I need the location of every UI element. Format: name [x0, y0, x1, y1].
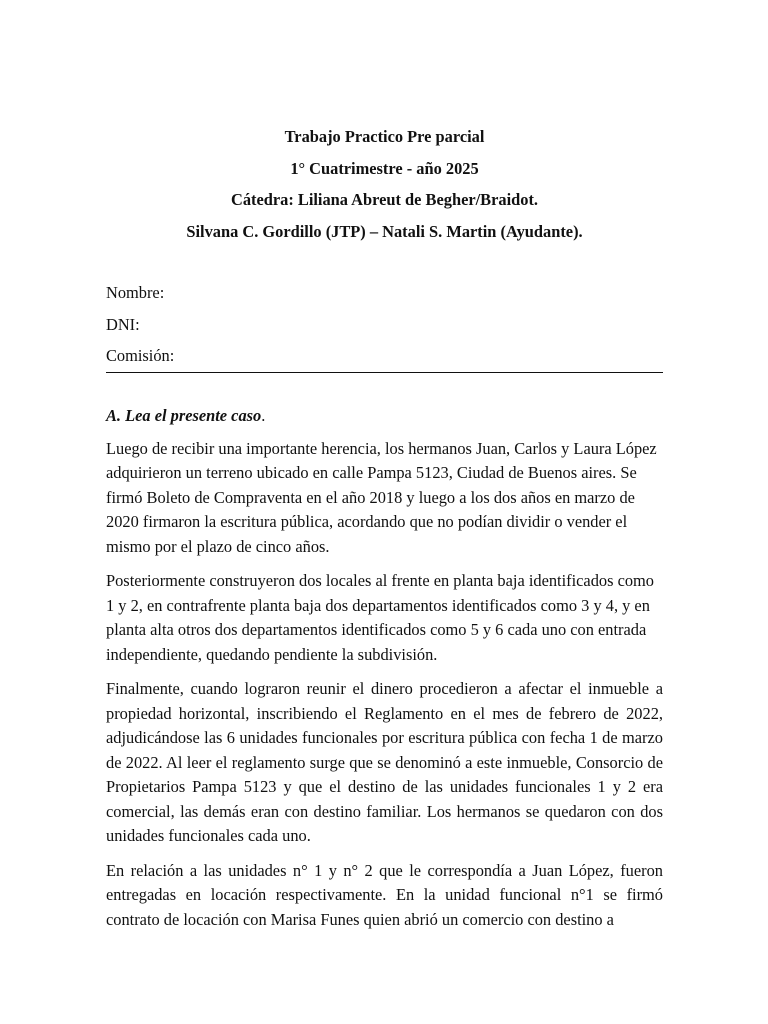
paragraph-3: Finalmente, cuando lograron reunir el dinero procedieron a afectar el inmueble a propiedad horizontal, inscribiendo el Reglamento en el mes de febrero de 2022, adjudicándose las 6 unidades funcionales por escritura pública con fecha 1 de marzo de 2022. Al leer el reglamento surge que se denominó a este inmueble, Consorcio de Propietarios Pampa 5123 y que el destino de las unidades funcionales 1 y 2 era comercial, las demás eran con destino familiar. Los hermanos se quedaron con dos unidades funcionales cada uno. — [106, 679, 663, 845]
chair-line: Cátedra: Liliana Abreut de Begher/Braidot. — [230, 190, 538, 209]
dni-field-label: DNI: — [106, 314, 140, 334]
staff-line: Silvana C. Gordillo (JTP) – Natali S. Martin (Ayudante). — [186, 221, 583, 241]
paragraph-2: Posteriormente construyeron dos locales al frente en planta baja identificados como 1 y 2, en contrafrente planta baja dos departamentos identificados como 3 y 4, y en planta alta otros dos departamentos identificados como 5 y 6 cada uno con entrada independiente, quedando pendiente la subdivisión. — [106, 571, 654, 664]
commission-field-label: Comisión: — [106, 346, 175, 365]
paragraph-1: Luego de recibir una importante herencia, los hermanos Juan, Carlos y Laura López adquirieron un terreno ubicado en calle Pampa 5123, Ciudad de Buenos aires. Se firmó Boleto de Compraventa en el año 2018 y luego a los dos años en marzo de 2020 firmaron la escritura pública, acordando que no podían dividir o vender el mismo por el plazo de cinco años. — [106, 438, 657, 556]
document-title: Trabajo Practico Pre parcial — [284, 127, 485, 146]
section-heading-period: . — [261, 406, 266, 425]
section-heading — [106, 404, 663, 429]
student-fields — [106, 277, 663, 372]
name-field-label: Nombre: — [106, 283, 165, 302]
horizontal-divider — [106, 372, 663, 373]
section-heading-text: A. Lea el presente caso — [106, 406, 262, 425]
paragraph-4: En relación a las unidades n° 1 y n° 2 que le correspondía a Juan López, fueron entregadas en locación respectivamente. En la unidad funcional n°1 se firmó contrato de locación con Marisa Funes quien abrió un comercio con destino a — [106, 860, 663, 929]
term-line: 1° Cuatrimestre - año 2025 — [290, 158, 479, 178]
document-body — [106, 404, 663, 942]
document-header — [106, 121, 663, 247]
document-page — [106, 0, 663, 1024]
